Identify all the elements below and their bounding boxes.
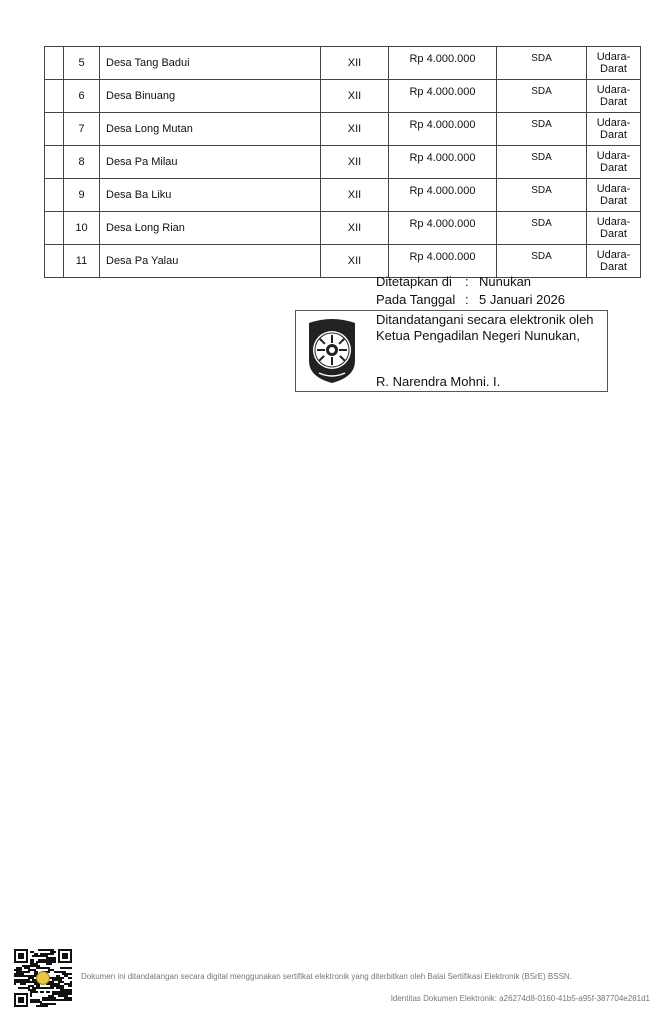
- transport-line: Udara-: [596, 51, 631, 63]
- transport-line: Darat: [600, 162, 627, 174]
- row-village: Desa Binuang: [100, 80, 321, 113]
- date-label: Pada Tanggal: [376, 292, 456, 307]
- row-transport: [587, 113, 641, 146]
- row-zone: XII: [321, 113, 389, 146]
- row-transport: [587, 80, 641, 113]
- row-transport: [587, 47, 641, 80]
- row-note: SDA: [497, 212, 587, 245]
- table-row: [45, 113, 641, 146]
- transport-line: Darat: [600, 129, 627, 141]
- row-number: 6: [64, 80, 100, 113]
- row-number: 10: [64, 212, 100, 245]
- row-village: Desa Tang Badui: [100, 47, 321, 80]
- row-village: Desa Pa Milau: [100, 146, 321, 179]
- decree-date-row: [376, 291, 565, 309]
- transport-line: Darat: [600, 261, 627, 273]
- row-blank-cell: [45, 47, 64, 80]
- row-amount: Rp 4.000.000: [389, 80, 497, 113]
- row-village: Desa Ba Liku: [100, 179, 321, 212]
- row-transport: [587, 212, 641, 245]
- signatory-name: R. Narendra Mohni. I.: [376, 374, 501, 389]
- row-blank-cell: [45, 179, 64, 212]
- decree-block: [376, 273, 565, 309]
- row-blank-cell: [45, 113, 64, 146]
- transport-line: Udara-: [596, 84, 631, 96]
- row-zone: XII: [321, 245, 389, 278]
- row-note: SDA: [497, 146, 587, 179]
- row-note: SDA: [497, 245, 587, 278]
- row-note: SDA: [497, 80, 587, 113]
- row-amount: Rp 4.000.000: [389, 179, 497, 212]
- row-blank-cell: [45, 146, 64, 179]
- place-label: Ditetapkan di: [376, 274, 452, 289]
- transport-line: Darat: [600, 63, 627, 75]
- row-note: SDA: [497, 179, 587, 212]
- row-number: 5: [64, 47, 100, 80]
- date-colon: :: [465, 292, 469, 307]
- row-zone: XII: [321, 146, 389, 179]
- transport-line: Darat: [600, 96, 627, 108]
- transport-line: Udara-: [596, 117, 631, 129]
- signature-line-2: Ketua Pengadilan Negeri Nunukan,: [376, 328, 580, 343]
- row-number: 9: [64, 179, 100, 212]
- row-amount: Rp 4.000.000: [389, 113, 497, 146]
- qr-code-icon[interactable]: [14, 949, 72, 1007]
- signature-statement: [376, 312, 594, 344]
- transport-line: Darat: [600, 195, 627, 207]
- row-number: 8: [64, 146, 100, 179]
- document-id: Identitas Dokumen Elektronik: a26274d8-0160-41b5-a95f-387704e281d1: [390, 994, 650, 1003]
- row-blank-cell: [45, 245, 64, 278]
- signature-line-1: Ditandatangani secara elektronik oleh: [376, 312, 594, 327]
- row-amount: Rp 4.000.000: [389, 47, 497, 80]
- table-body: [45, 47, 641, 278]
- row-number: 11: [64, 245, 100, 278]
- table-row: [45, 212, 641, 245]
- row-zone: XII: [321, 47, 389, 80]
- row-number: 7: [64, 113, 100, 146]
- table-row: [45, 80, 641, 113]
- transport-line: Udara-: [596, 216, 631, 228]
- row-village: Desa Long Rian: [100, 212, 321, 245]
- date-value: 5 Januari 2026: [479, 292, 566, 307]
- transport-line: Udara-: [596, 183, 631, 195]
- electronic-signature-box: [295, 310, 608, 392]
- allowance-table: [44, 46, 641, 278]
- row-zone: XII: [321, 179, 389, 212]
- table-row: [45, 146, 641, 179]
- row-blank-cell: [45, 80, 64, 113]
- row-village: Desa Pa Yalau: [100, 245, 321, 278]
- row-amount: Rp 4.000.000: [389, 245, 497, 278]
- table-row: [45, 179, 641, 212]
- place-colon: :: [465, 274, 469, 289]
- row-transport: [587, 179, 641, 212]
- row-zone: XII: [321, 80, 389, 113]
- table-row: [45, 47, 641, 80]
- row-transport: [587, 245, 641, 278]
- row-village: Desa Long Mutan: [100, 113, 321, 146]
- row-blank-cell: [45, 212, 64, 245]
- court-seal-icon: [305, 317, 359, 385]
- transport-line: Darat: [600, 228, 627, 240]
- row-zone: XII: [321, 212, 389, 245]
- row-note: SDA: [497, 113, 587, 146]
- transport-line: Udara-: [596, 249, 631, 261]
- digital-signature-note: Dokumen ini ditandatangan secara digital menggunakan sertifikat elektronik yang diterbitkan oleh Balai Sertifikasi Elektronik (BSrE) BSSN.: [81, 972, 572, 981]
- row-note: SDA: [497, 47, 587, 80]
- transport-line: Udara-: [596, 150, 631, 162]
- place-value: Nunukan: [479, 274, 532, 289]
- row-transport: [587, 146, 641, 179]
- decree-place-row: [376, 273, 565, 291]
- row-amount: Rp 4.000.000: [389, 212, 497, 245]
- row-amount: Rp 4.000.000: [389, 146, 497, 179]
